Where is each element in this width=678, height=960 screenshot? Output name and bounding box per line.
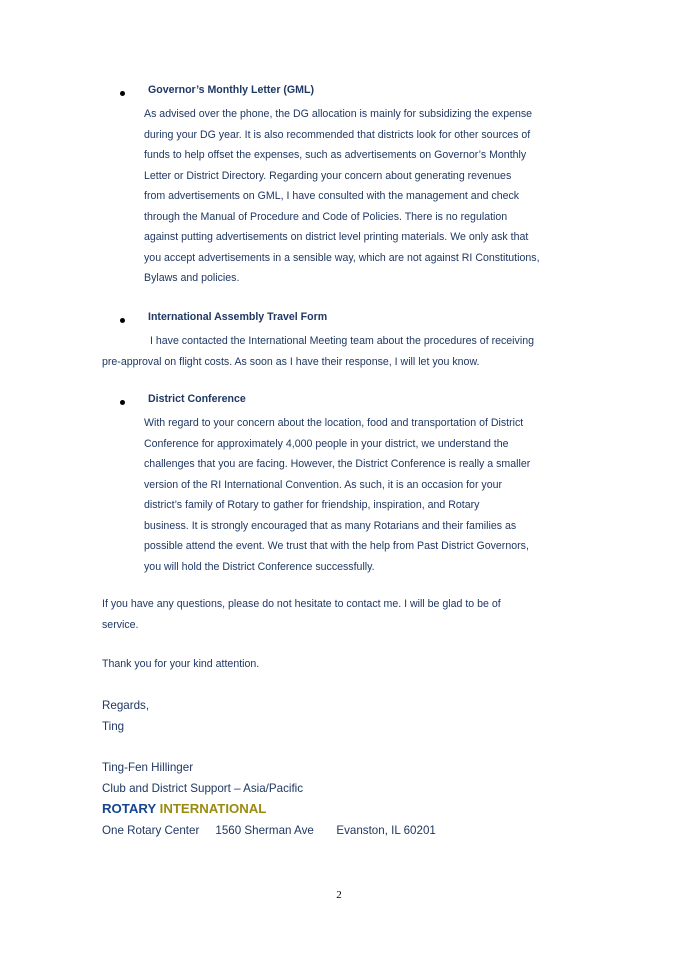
bullet-icon: [120, 400, 125, 405]
gml-line: you accept advertisements in a sensible way, which are not against RI Constitutions,: [144, 251, 540, 264]
regards-line: Regards,: [102, 699, 150, 712]
gml-line: against putting advertisements on district level printing materials. We only ask that: [144, 231, 529, 243]
gml-line: funds to help offset the expenses, such as advertisements on Governor’s Monthly: [144, 149, 527, 161]
org-word-international: INTERNATIONAL: [159, 801, 267, 816]
bullet-icon: [120, 91, 125, 96]
gml-title: Governor’s Monthly Letter (GML): [148, 84, 314, 96]
address-line: One Rotary Center 1560 Sherman Ave Evanston, IL 60201: [102, 824, 436, 837]
conference-line: With regard to your concern about the location, food and transportation of District: [144, 417, 524, 429]
gml-section: [102, 84, 592, 289]
role-line: Club and District Support – Asia/Pacific: [102, 782, 304, 795]
gml-line: Letter or District Directory. Regarding your concern about generating revenues: [144, 169, 512, 182]
travel-bullet-row: [102, 311, 592, 331]
conference-line: possible attend the event. We trust that with the help from Past District Governors,: [144, 540, 529, 552]
closing-line: service.: [102, 619, 139, 631]
thanks-line: Thank you for your kind attention.: [102, 658, 260, 670]
travel-form-section: [102, 311, 592, 372]
conference-line: you will hold the District Conference successfully.: [144, 560, 375, 573]
gml-line: from advertisements on GML, I have consulted with the management and check: [144, 190, 520, 202]
page-number: 2: [336, 889, 342, 901]
org-brand: [102, 801, 266, 816]
conference-line: Conference for approximately 4,000 people in your district, we understand the: [144, 437, 509, 450]
full-name: Ting-Fen Hillinger: [102, 761, 194, 774]
bullet-icon: [120, 318, 125, 323]
conference-line: challenges that you are facing. However, the District Conference is really a smaller: [144, 458, 531, 470]
gml-bullet-row: [102, 84, 592, 104]
gml-line: through the Manual of Procedure and Code of Policies. There is no regulation: [144, 210, 508, 223]
conference-bullet-row: [102, 393, 592, 413]
gml-line: As advised over the phone, the DG allocation is mainly for subsidizing the expense: [144, 108, 533, 120]
conference-line: business. It is strongly encouraged that as many Rotarians and their families as: [144, 519, 517, 532]
closing-line: If you have any questions, please do not hesitate to contact me. I will be glad to be of: [102, 598, 501, 610]
gml-line: Bylaws and policies.: [144, 272, 240, 284]
travel-title: International Assembly Travel Form: [148, 311, 328, 323]
gml-line: during your DG year. It is also recommended that districts look for other sources of: [144, 128, 531, 141]
conference-title: District Conference: [148, 393, 246, 405]
travel-line: I have contacted the International Meeting team about the procedures of receiving: [150, 335, 534, 347]
travel-line: pre-approval on flight costs. As soon as I have their response, I will let you know.: [102, 355, 480, 368]
short-name: Ting: [102, 720, 125, 733]
conference-section: [102, 393, 592, 577]
conference-line: district’s family of Rotary to gather for friendship, inspiration, and Rotary: [144, 499, 480, 511]
org-word-rotary: ROTARY: [102, 801, 156, 816]
conference-line: version of the RI International Convention. As such, it is an occasion for your: [144, 478, 503, 491]
